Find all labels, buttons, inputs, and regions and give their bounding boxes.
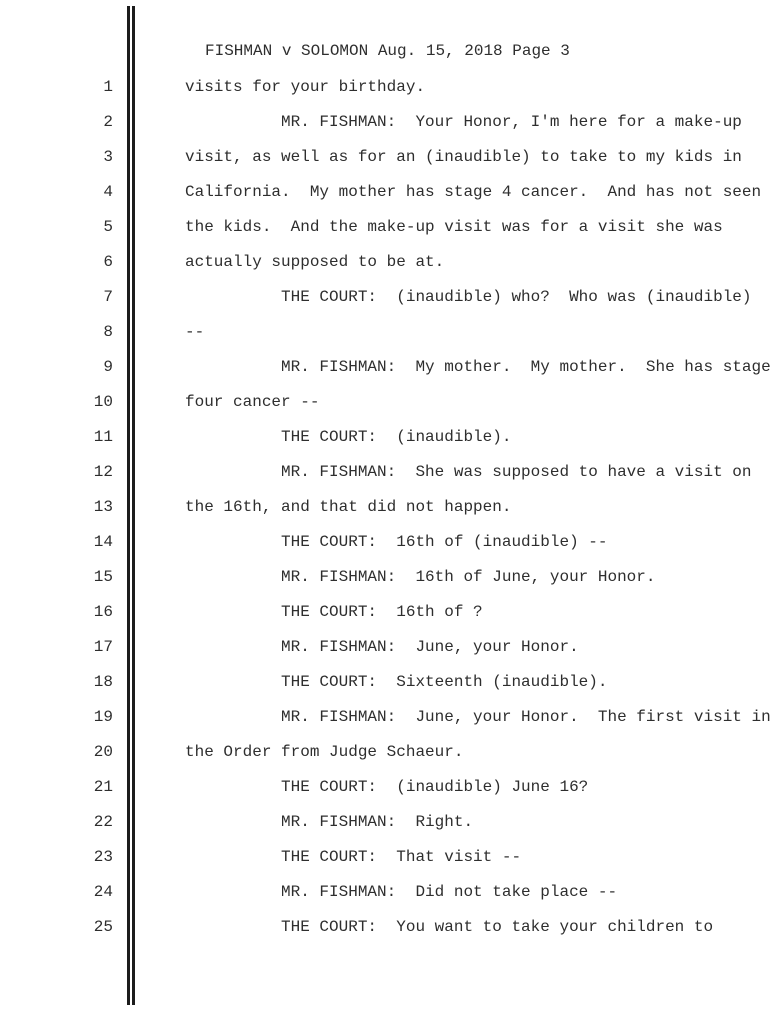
transcript-line — [0, 805, 784, 840]
transcript-line — [0, 700, 784, 735]
transcript-line — [0, 280, 784, 315]
line-text: four cancer -- — [185, 393, 320, 411]
transcript-line — [0, 665, 784, 700]
line-text: the kids. And the make-up visit was for a visit she was — [185, 218, 723, 236]
transcript-line — [0, 840, 784, 875]
transcript-line — [0, 490, 784, 525]
line-number: 13 — [93, 498, 113, 516]
line-number: 22 — [93, 813, 113, 831]
line-text: THE COURT: You want to take your children to — [185, 918, 714, 936]
transcript-line — [0, 350, 784, 385]
line-text: THE COURT: Sixteenth (inaudible). — [185, 673, 608, 691]
line-number: 1 — [103, 78, 113, 96]
line-number: 23 — [93, 848, 113, 866]
transcript-line — [0, 560, 784, 595]
transcript-line — [0, 385, 784, 420]
line-number: 16 — [93, 603, 113, 621]
line-text: THE COURT: (inaudible) June 16? — [185, 778, 589, 796]
transcript-line — [0, 140, 784, 175]
line-number: 24 — [93, 883, 113, 901]
line-number: 4 — [103, 183, 113, 201]
line-text: MR. FISHMAN: June, your Honor. The first visit in — [185, 708, 771, 726]
line-number: 18 — [93, 673, 113, 691]
line-text: THE COURT: 16th of ? — [185, 603, 483, 621]
case-header: FISHMAN v SOLOMON Aug. 15, 2018 Page 3 — [205, 42, 570, 60]
transcript-line — [0, 315, 784, 350]
transcript-line — [0, 770, 784, 805]
line-number: 5 — [103, 218, 113, 236]
line-number: 6 — [103, 253, 113, 271]
line-number: 10 — [93, 393, 113, 411]
transcript-line — [0, 245, 784, 280]
line-text: THE COURT: That visit -- — [185, 848, 522, 866]
transcript-line — [0, 910, 784, 945]
line-text: California. My mother has stage 4 cancer. And has not seen — [185, 183, 762, 201]
transcript-line — [0, 735, 784, 770]
line-number: 20 — [93, 743, 113, 761]
line-text: MR. FISHMAN: 16th of June, your Honor. — [185, 568, 656, 586]
line-number: 25 — [93, 918, 113, 936]
line-text: the Order from Judge Schaeur. — [185, 743, 464, 761]
transcript-line — [0, 630, 784, 665]
transcript-line — [0, 595, 784, 630]
transcript-body — [0, 70, 784, 945]
transcript-line — [0, 210, 784, 245]
line-number: 3 — [103, 148, 113, 166]
line-text: visit, as well as for an (inaudible) to take to my kids in — [185, 148, 742, 166]
transcript-line — [0, 105, 784, 140]
line-text: MR. FISHMAN: My mother. My mother. She has stage — [185, 358, 771, 376]
line-number: 17 — [93, 638, 113, 656]
line-text: actually supposed to be at. — [185, 253, 445, 271]
line-text: the 16th, and that did not happen. — [185, 498, 512, 516]
line-number: 11 — [93, 428, 113, 446]
line-number: 14 — [93, 533, 113, 551]
line-text: -- — [185, 323, 205, 341]
line-number: 12 — [93, 463, 113, 481]
transcript-line — [0, 525, 784, 560]
line-number: 15 — [93, 568, 113, 586]
line-text: MR. FISHMAN: She was supposed to have a visit on — [185, 463, 752, 481]
line-text: THE COURT: 16th of (inaudible) -- — [185, 533, 608, 551]
line-text: visits for your birthday. — [185, 78, 426, 96]
transcript-line — [0, 455, 784, 490]
line-text: MR. FISHMAN: Your Honor, I'm here for a make-up — [185, 113, 742, 131]
line-number: 2 — [103, 113, 113, 131]
line-text: MR. FISHMAN: Right. — [185, 813, 474, 831]
line-text: THE COURT: (inaudible) who? Who was (inaudible) — [185, 288, 752, 306]
line-text: MR. FISHMAN: June, your Honor. — [185, 638, 579, 656]
transcript-line — [0, 70, 784, 105]
line-number: 21 — [93, 778, 113, 796]
line-number: 19 — [93, 708, 113, 726]
transcript-line — [0, 420, 784, 455]
transcript-line — [0, 875, 784, 910]
line-number: 8 — [103, 323, 113, 341]
line-number: 9 — [103, 358, 113, 376]
line-text: MR. FISHMAN: Did not take place -- — [185, 883, 618, 901]
line-number: 7 — [103, 288, 113, 306]
line-text: THE COURT: (inaudible). — [185, 428, 512, 446]
transcript-line — [0, 175, 784, 210]
